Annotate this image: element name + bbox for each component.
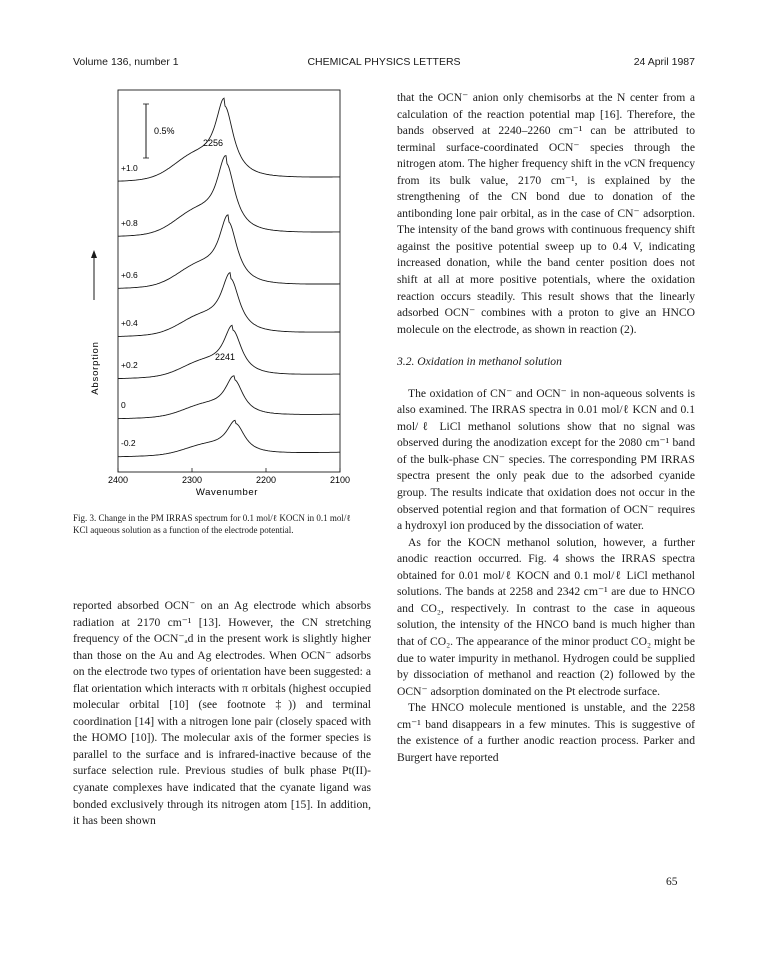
page-header: [73, 56, 695, 72]
section-heading: 3.2. Oxidation in methanol solution: [397, 355, 562, 369]
x-axis-label: Wavenumber: [195, 487, 259, 498]
left-paragraph: reported absorbed OCN⁻ on an Ag electrode which absorbs radiation at 2170 cm⁻¹ [13]. However, the CN stretching frequency of the OCN⁻ₐd in the present work is slightly higher than those on the Au and Ag electrodes. When OCN⁻ adsorbs on the electrode two types of orientation have been suggested: a flat orientation which interacts with π orbitals (highest occupied molecular orbital [10] (see footnote ‡)) and terminal coordination [14] with a nitrogen lone pair (closely spaced with the HOMO [10]). The molecular axis of the former species is parallel to the surface and is infrared-inactive because of the surface selection rule. Previous studies of bulk phase Pt(II)-cyanate complexes have indicated that the cyanate ligand was bonded exclusively through its nitrogen atom [15]. In addition, it has been shown: [73, 599, 371, 828]
right-column: [397, 90, 695, 766]
journal-name: CHEMICAL PHYSICS LETTERS: [307, 56, 461, 68]
x-axis-ticks: [108, 468, 350, 485]
potential-label: -0.2: [121, 438, 136, 448]
figure-caption: [73, 512, 363, 536]
issue-date: 24 April 1987: [633, 56, 695, 68]
peak-label-2241: 2241: [215, 352, 236, 362]
spectrum-curve: [118, 376, 340, 419]
caption-label: Fig. 3.: [73, 513, 97, 523]
potential-label: +1.0: [121, 163, 138, 173]
y-axis-label-group: [90, 250, 101, 395]
caption-text: Change in the PM IRRAS spectrum for 0.1 mol/ℓ KOCN in 0.1 mol/ℓ KCl aqueous solution as a function of the electrode potential.: [73, 513, 351, 535]
paragraph-2: The oxidation of CN⁻ and OCN⁻ in non-aqueous solvents is also examined. The IRRAS spectra in 0.01 mol/ℓ KCN and 0.1 mol/ℓ LiCl methanol solutions show that no signal was observed during the anodization except for the 2080 cm⁻¹ band of the bulk-phase CN⁻ species. The corresponding PM IRRAS spectra present the only peak due to the adsorbed cyanide group. The results indicate that oxidation does not occur in the observed potential region and that formation of OCN⁻ requires a hydroxyl ion produced by the dissociation of water.: [397, 386, 695, 533]
potential-labels: [121, 163, 138, 448]
paragraph-3: As for the KOCN methanol solution, however, a further anodic reaction occurred. Fig. 4 shows the IRRAS spectra obtained for 0.01 mol/ℓ KOCN and 0.1 mol/ℓ LiCl methanol solutions. The bands at 2258 and 2342 cm⁻¹ are due to HNCO and CO₂, respectively. In contrast to the case in aqueous solution, the intensity of the HNCO band is much higher than that of CO₂. The appearance of the minor product CO₂ might be due to water impurity in methanol. Hydrogen could be supplied by dissociation of methanol and reaction (2) followed by the OCN⁻ adsorption dominated on the Pt electrode surface.: [397, 535, 695, 698]
potential-label: +0.4: [121, 318, 138, 328]
left-column: [73, 598, 371, 830]
potential-label: +0.8: [121, 218, 138, 228]
x-tick-label: 2200: [255, 475, 277, 485]
x-tick-label: 2300: [181, 475, 203, 485]
spectrum-curve: [118, 273, 340, 337]
scale-bar-label: 0.5%: [154, 126, 175, 136]
x-tick-label: 2100: [329, 475, 351, 485]
peak-label-2256: 2256: [203, 138, 224, 148]
potential-label: +0.2: [121, 360, 138, 370]
spectrum-curve: [118, 215, 340, 288]
paragraph-4: The HNCO molecule mentioned is unstable, and the 2258 cm⁻¹ band disappears in a few minutes. This is suggestive of the existence of a further anodic reaction process. Parker and Burgert have reported: [397, 701, 695, 764]
volume-label: Volume 136, number 1: [73, 56, 179, 68]
paragraph-1: that the OCN⁻ anion only chemisorbs at the N center from a calculation of the reaction potential map [16]. Therefore, the bands observed at 2240–2260 cm⁻¹ can be attributed to terminal surface-coordinated OCN⁻ species through the nitrogen atom. The higher frequency shift in the νCN frequency from its bulk value, 2170 cm⁻¹, is explained by the strengthening of the CN bond due to donation of the antibonding lone pair orbital, as in the case of CN⁻ adsorption. The intensity of the band grows with continuous frequency shift against the positive potential sweep up to 0.4 V, indicating increased donation, while the band center position does not shift at all at more positive potentials, where the oxidation reaction occurs steadily. This result shows that the linearly adsorbed OCN⁻ combines with a proton to give an HNCO molecule on the electrode, as shown in reaction (2).: [397, 91, 695, 336]
spectrum-curve: [118, 156, 340, 237]
ir-spectrum-figure: [84, 88, 366, 498]
y-axis-label: Absorption: [90, 341, 101, 395]
spectrum-curve: [118, 420, 340, 456]
spectrum-curves: [118, 98, 340, 457]
potential-label: +0.6: [121, 270, 138, 280]
page-number: 65: [666, 876, 678, 888]
x-tick-label: 2400: [107, 475, 129, 485]
potential-label: 0: [121, 400, 126, 410]
